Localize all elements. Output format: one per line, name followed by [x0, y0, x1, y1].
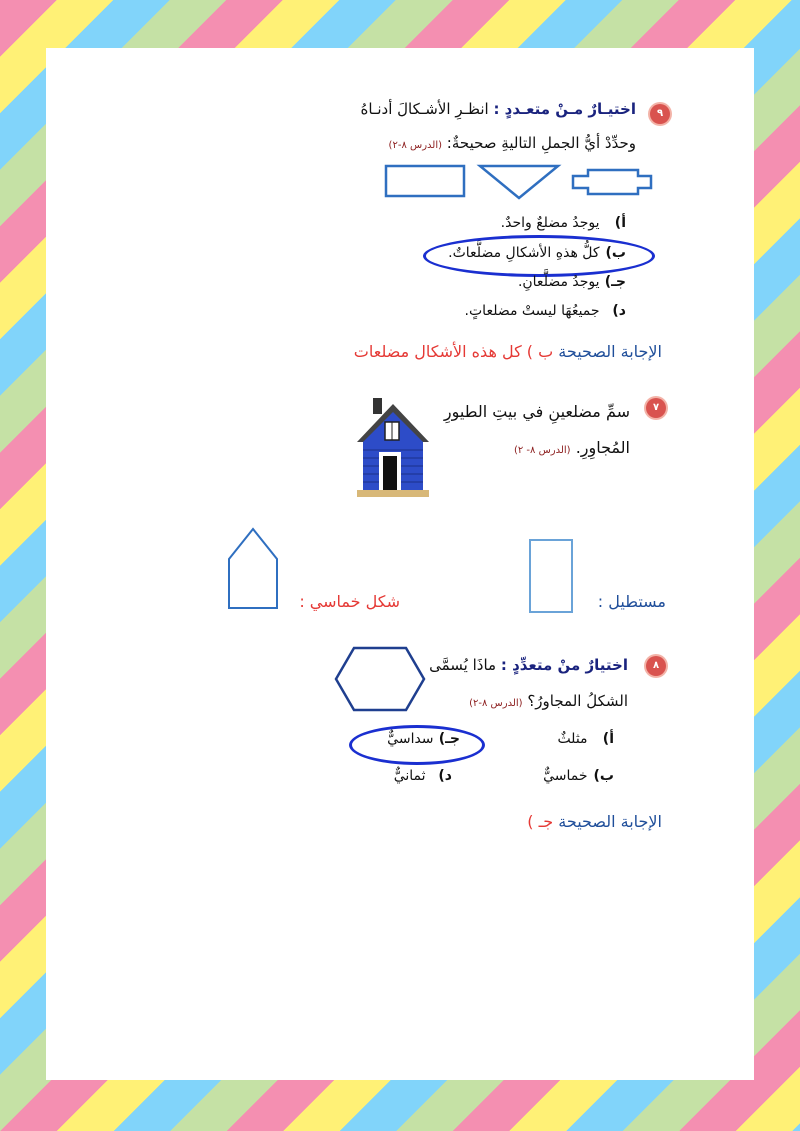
answer-line — [527, 812, 662, 831]
option-text: مثلثٌ — [557, 731, 588, 747]
option-text: خماسيٌّ — [543, 768, 588, 784]
option-letter: جـ) — [604, 274, 626, 290]
option-letter: د) — [612, 303, 626, 319]
correct-answer-circle — [349, 725, 485, 765]
option-text: جميعُهَا ليستْ مضلعاتٍ. — [464, 303, 600, 319]
cross-rectangle-shape — [573, 170, 651, 194]
pentagon-house-shape — [226, 525, 280, 611]
option-c[interactable] — [518, 274, 626, 290]
question-type-label: اختيارٌ منْ متعدِّدٍ : — [500, 656, 628, 674]
question-title-text: ماذَا يُسمَّى — [429, 656, 497, 674]
option-letter: ب) — [593, 768, 614, 784]
option-text: يوجدُ مضلعٌ واحدٌ. — [500, 215, 600, 231]
option-b[interactable] — [543, 768, 614, 784]
rectangle-shape — [386, 166, 464, 196]
option-a[interactable] — [501, 215, 626, 231]
question-title — [361, 100, 636, 118]
polygon-shapes-figure — [380, 160, 660, 202]
option-d[interactable] — [394, 768, 452, 784]
option-letter: جـ) — [438, 731, 460, 747]
answer-line — [354, 342, 662, 361]
option-a[interactable] — [557, 731, 614, 747]
hexagon-shape — [332, 644, 428, 714]
question-title — [429, 656, 628, 674]
option-text: سداسيٌّ — [387, 731, 434, 747]
answer-value: ب ) كل هذه الأشكال مضلعات — [353, 342, 554, 361]
option-text: كلُّ هذهِ الأشكالِ مضلَّعاتٌ. — [448, 245, 600, 261]
answer-label: الإجابة الصحيحة — [558, 342, 662, 361]
worksheet-page — [46, 48, 754, 1080]
question-line-text: المُجاوِرِ. — [575, 438, 630, 457]
question-number-badge: ٩ — [650, 104, 670, 124]
lesson-reference: (الدرس ٨-٢) — [388, 140, 443, 151]
question-line-text: الشكلُ المجاورُ؟ — [527, 692, 628, 710]
question-title-text: انظـرِ الأشـكالَ أدنـاهُ — [360, 100, 489, 118]
pentagon-label: شكل خماسي : — [299, 592, 400, 611]
option-text: يوجدُ مضلَّعانِ. — [517, 274, 600, 290]
correct-answer-circle — [423, 235, 655, 277]
question-type-label: اختيـارٌ مـنْ متعـددٍ : — [493, 100, 636, 118]
tall-rectangle-shape — [528, 538, 576, 616]
question-text: سمِّ مضلعينِ في بيتِ الطيورِ — [443, 402, 630, 421]
lesson-reference: (الدرس ٨-٢) — [469, 698, 523, 709]
bird-house-image — [355, 396, 431, 500]
answer-value: جـ ) — [527, 812, 554, 831]
option-text: ثمانيٌّ — [393, 768, 426, 784]
question-line-text: وحدِّدْ أيُّ الجملِ التاليةِ صحيحةٌ: — [446, 134, 636, 152]
question-subtitle — [469, 692, 628, 710]
question-number-badge: ٨ — [646, 656, 666, 676]
option-letter: أ) — [602, 731, 614, 747]
rectangle-label: مستطيل : — [597, 592, 666, 611]
question-number-badge: ٧ — [646, 398, 666, 418]
option-letter: أ) — [614, 215, 626, 231]
option-letter: ب) — [605, 245, 626, 261]
lesson-reference: (الدرس ٨- ٢) — [513, 445, 571, 456]
option-d[interactable] — [465, 303, 626, 319]
triangle-shape — [480, 166, 558, 198]
question-subtitle — [389, 134, 636, 152]
question-text-line2 — [514, 438, 630, 457]
option-letter: د) — [438, 768, 452, 784]
answer-label: الإجابة الصحيحة — [558, 812, 662, 831]
